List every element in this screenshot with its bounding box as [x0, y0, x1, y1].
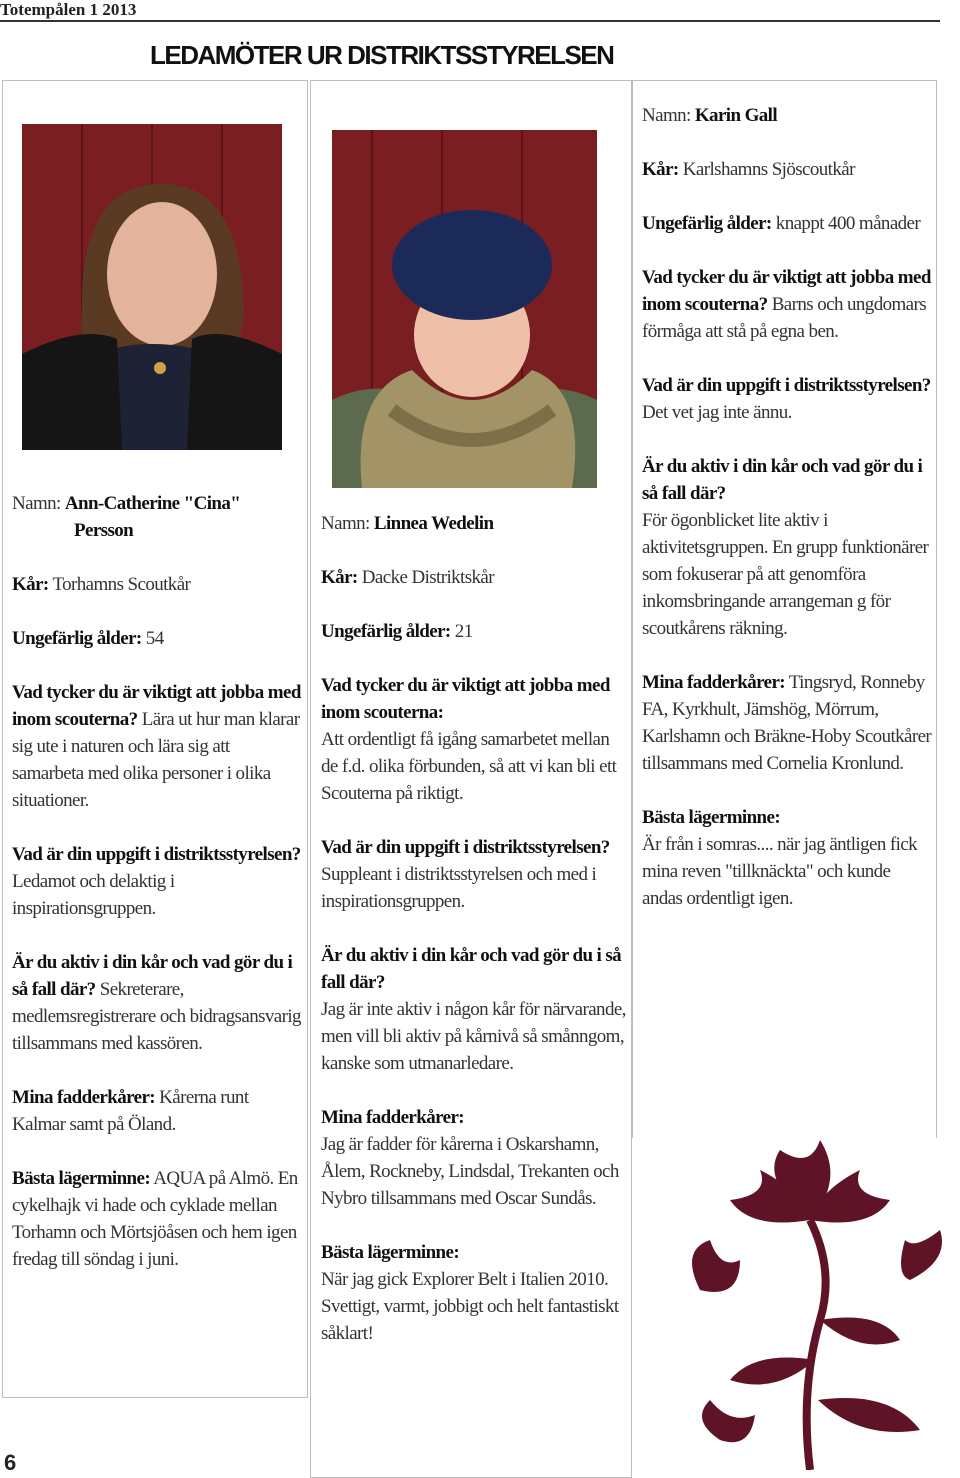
qa-active: Är du aktiv i din kår och vad gör du i så fall där? För ögonblicket lite aktiv i aktivitetsgruppen. En grupp funktionärer som fokuserar på att genomföra inkomsbringande arrangeman g för scoutkårens räkning. [642, 456, 929, 639]
qa-active: Är du aktiv i din kår och vad gör du i så fall där? Sekreterare, medlemsregistrerare och bidragsansvarig tillsammans med kassören. [12, 952, 301, 1054]
qa-important: Vad tycker du är viktigt att jobba med inom scouterna? Lära ut hur man klarar sig ute i naturen och lära sig att samarbeta med olika personer i olika situationer. [12, 682, 301, 811]
age-field: Ungefärlig ålder: 54 [12, 628, 164, 649]
name-field: Namn: Ann-Catherine "Cina" Persson [12, 493, 241, 541]
qa-fadder: Mina fadderkårer: Kårerna runt Kalmar samt på Öland. [12, 1087, 249, 1135]
page-title: LEDAMÖTER UR DISTRIKTSSTYRELSEN [150, 40, 614, 70]
member-text-1 [12, 490, 302, 1300]
qa-important: Vad tycker du är viktigt att jobba med inom scouterna: Att ordentligt få igång samarbetet mellan de f.d. olika förbunden, så att vi kan bli ett Scouterna på riktigt. [321, 675, 617, 804]
qa-memory: Bästa lägerminne: AQUA på Almö. En cykelhajk vi hade och cyklade mellan Torhamn och Mörtsjöåsen och hem igen fredag till söndag i juni. [12, 1168, 298, 1270]
member-photo-2 [332, 130, 597, 488]
name-field: Namn: Linnea Wedelin [321, 513, 494, 534]
qa-memory: Bästa lägerminne: När jag gick Explorer Belt i Italien 2010. Svettigt, varmt, jobbigt och helt fantastiskt såklart! [321, 1242, 619, 1344]
member-text-3 [642, 102, 932, 939]
page-number: 6 [4, 1450, 17, 1475]
qa-role: Vad är din uppgift i distriktsstyrelsen? Det vet jag inte ännu. [642, 375, 931, 423]
qa-active: Är du aktiv i din kår och vad gör du i så fall där? Jag är inte aktiv i någon kår för närvarande, men vill bli aktiv på kårnivå så smånngom, kanske som utmanarledare. [321, 945, 626, 1074]
header-rule [0, 20, 940, 22]
publication-header: Totempålen 1 2013 [0, 0, 137, 19]
qa-fadder: Mina fadderkårer: Tingsryd, Ronneby FA, Kyrkhult, Jämshög, Mörrum, Karlshamn och Bräkne-Hoby Scoutkårer tillsammans med Cornelia Kronlund. [642, 672, 932, 774]
decorative-flower-icon [660, 1140, 960, 1475]
qa-fadder: Mina fadderkårer: Jag är fadder för kårerna i Oskarshamn, Ålem, Rockneby, Lindsdal, Trekanten och Nybro tillsammans med Oscar Sundås. [321, 1107, 619, 1209]
age-field: Ungefärlig ålder: 21 [321, 621, 473, 642]
qa-important: Vad tycker du är viktigt att jobba med inom scouterna? Barns och ungdomars förmåga att stå på egna ben. [642, 267, 931, 342]
qa-role: Vad är din uppgift i distriktsstyrelsen? Ledamot och delaktig i inspirationsgruppen. [12, 844, 301, 919]
member-text-2 [321, 510, 626, 1374]
name-field: Namn: Karin Gall [642, 105, 778, 126]
qa-role: Vad är din uppgift i distriktsstyrelsen? Suppleant i distriktsstyrelsen och med i inspirationsgruppen. [321, 837, 610, 912]
qa-memory: Bästa lägerminne: Är från i somras.... när jag äntligen fick mina reven "tillknäckta" och kunde andas ordentligt igen. [642, 807, 918, 909]
member-photo-1 [22, 124, 282, 450]
kar-field: Kår: Dacke Distriktskår [321, 567, 494, 588]
kar-field: Kår: Karlshamns Sjöscoutkår [642, 159, 855, 180]
age-field: Ungefärlig ålder: knappt 400 månader [642, 213, 921, 234]
kar-field: Kår: Torhamns Scoutkår [12, 574, 191, 595]
